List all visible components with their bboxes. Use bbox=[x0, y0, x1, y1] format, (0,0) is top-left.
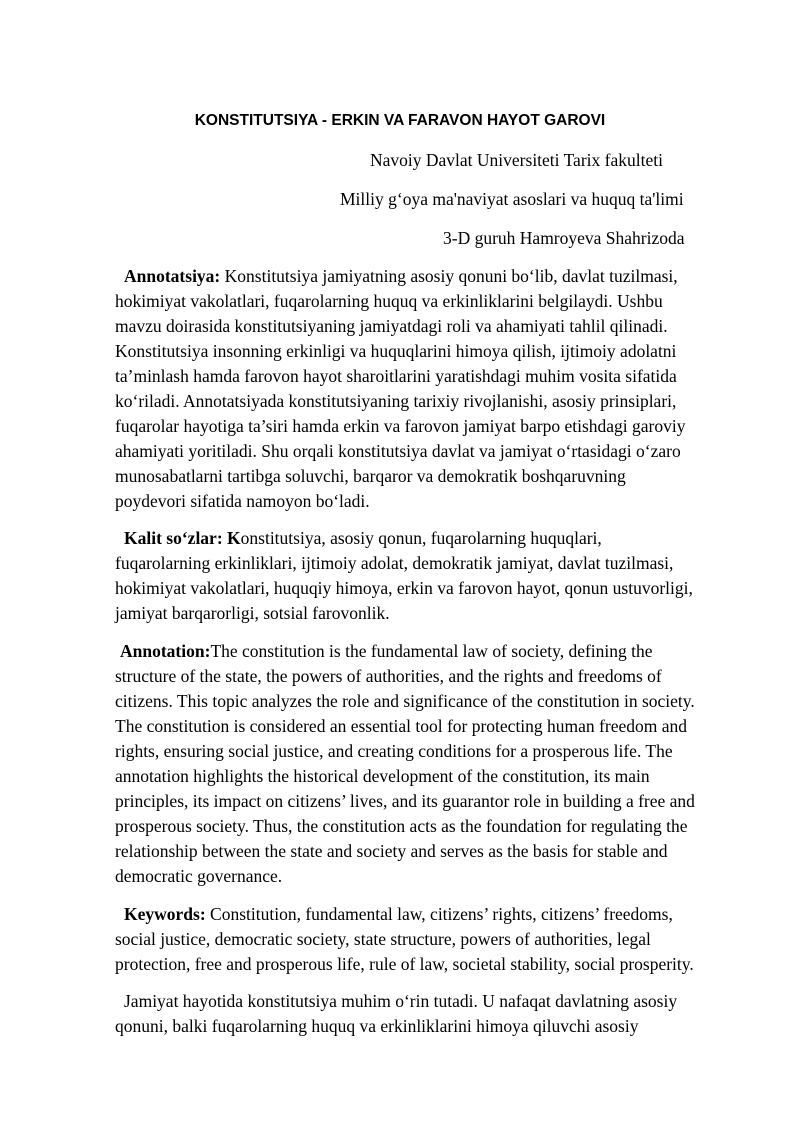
paragraph-line: ko‘riladi. Annotatsiyada konstitutsiyaning tarixiy rivojlanishi, asosiy prinsiplari, bbox=[115, 391, 677, 411]
annotation-label: Annotation: bbox=[120, 641, 211, 661]
document-title: KONSTITUTSIYA - ERKIN VA FARAVON HAYOT GAROVI bbox=[194, 112, 606, 129]
keywords-paragraph bbox=[115, 902, 755, 977]
paragraph-line: Konstitutsiya insonning erkinligi va huquqlarini himoya qilish, ijtimoiy adolatni bbox=[115, 341, 677, 361]
annotation-paragraph bbox=[115, 639, 755, 889]
affiliation-university: Navoiy Davlat Universiteti Tarix fakulteti bbox=[370, 150, 663, 170]
paragraph-line: qonuni, balki fuqarolarning huquq va erkinliklarini himoya qiluvchi asosiy bbox=[115, 1016, 639, 1036]
paragraph-line: prosperous society. Thus, the constitution acts as the foundation for regulating the bbox=[115, 816, 688, 836]
kalit-sozlar-paragraph bbox=[115, 526, 755, 626]
paragraph-line: jamiyat barqarorligi, sotsial farovonlik. bbox=[115, 603, 390, 623]
paragraph-line: fuqarolarning erkinliklari, ijtimoiy adolat, demokratik jamiyat, davlat tuzilmasi, bbox=[115, 553, 674, 573]
paragraph-line: munosabatlarni tartibga soluvchi, barqaror va demokratik boshqaruvning bbox=[115, 466, 626, 486]
paragraph-line: mavzu doirasida konstitutsiyaning jamiyatdagi roli va ahamiyati tahlil qilinadi. bbox=[115, 316, 668, 336]
affiliation-department: Milliy g‘oya ma'naviyat asoslari va huquq ta'limi bbox=[340, 189, 684, 209]
paragraph-line: The constitution is considered an essential tool for protecting human freedom and bbox=[115, 716, 687, 736]
keywords-label: Keywords: bbox=[124, 904, 206, 924]
paragraph-line: Keywords: Constitution, fundamental law, citizens’ rights, citizens’ freedoms, bbox=[124, 904, 673, 924]
paragraph-line: poydevori sifatida namoyon bo‘ladi. bbox=[115, 491, 370, 511]
paragraph-line: citizens. This topic analyzes the role and significance of the constitution in society. bbox=[115, 691, 695, 711]
paragraph-line: Annotation:The constitution is the fundamental law of society, defining the bbox=[120, 641, 653, 661]
annotatsiya-label: Annotatsiya: bbox=[124, 266, 221, 286]
paragraph-line: hokimiyat vakolatlari, huquqiy himoya, erkin va farovon hayot, qonun ustuvorligi, bbox=[115, 578, 693, 598]
paragraph-line: rights, ensuring social justice, and creating conditions for a prosperous life. The bbox=[115, 741, 673, 761]
intro-paragraph bbox=[115, 989, 755, 1039]
paragraph-line: democratic governance. bbox=[115, 866, 283, 886]
paragraph-line: principles, its impact on citizens’ lives, and its guarantor role in building a free and bbox=[115, 791, 695, 811]
paragraph-line: structure of the state, the powers of authorities, and the rights and freedoms of bbox=[115, 666, 662, 686]
paragraph-line: Kalit so‘zlar: Konstitutsiya, asosiy qonun, fuqarolarning huquqlari, bbox=[124, 528, 602, 548]
kalit-sozlar-label: Kalit so‘zlar: K bbox=[124, 528, 241, 548]
paragraph-line: ahamiyati yoritiladi. Shu orqali konstitutsiya davlat va jamiyat o‘rtasidagi o‘zaro bbox=[115, 441, 681, 461]
annotatsiya-paragraph bbox=[115, 264, 755, 514]
paragraph-line: social justice, democratic society, state structure, powers of authorities, legal bbox=[115, 929, 651, 949]
paragraph-line: relationship between the state and society and serves as the basis for stable and bbox=[115, 841, 668, 861]
paragraph-line: ta’minlash hamda farovon hayot sharoitlarini yaratishdagi muhim vosita sifatida bbox=[115, 366, 677, 386]
paragraph-line: Annotatsiya: Konstitutsiya jamiyatning asosiy qonuni bo‘lib, davlat tuzilmasi, bbox=[124, 266, 678, 286]
paragraph-line: protection, free and prosperous life, rule of law, societal stability, social prosperity. bbox=[115, 954, 694, 974]
affiliation-author: 3-D guruh Hamroyeva Shahrizoda bbox=[443, 228, 685, 248]
paragraph-line: hokimiyat vakolatlari, fuqarolarning huquq va erkinliklarini belgilaydi. Ushbu bbox=[115, 291, 663, 311]
paragraph-line: fuqarolar hayotiga ta’siri hamda erkin va farovon jamiyat barpo etishdagi garoviy bbox=[115, 416, 686, 436]
paragraph-line: Jamiyat hayotida konstitutsiya muhim o‘rin tutadi. U nafaqat davlatning asosiy bbox=[124, 991, 678, 1011]
paragraph-line: annotation highlights the historical development of the constitution, its main bbox=[115, 766, 650, 786]
